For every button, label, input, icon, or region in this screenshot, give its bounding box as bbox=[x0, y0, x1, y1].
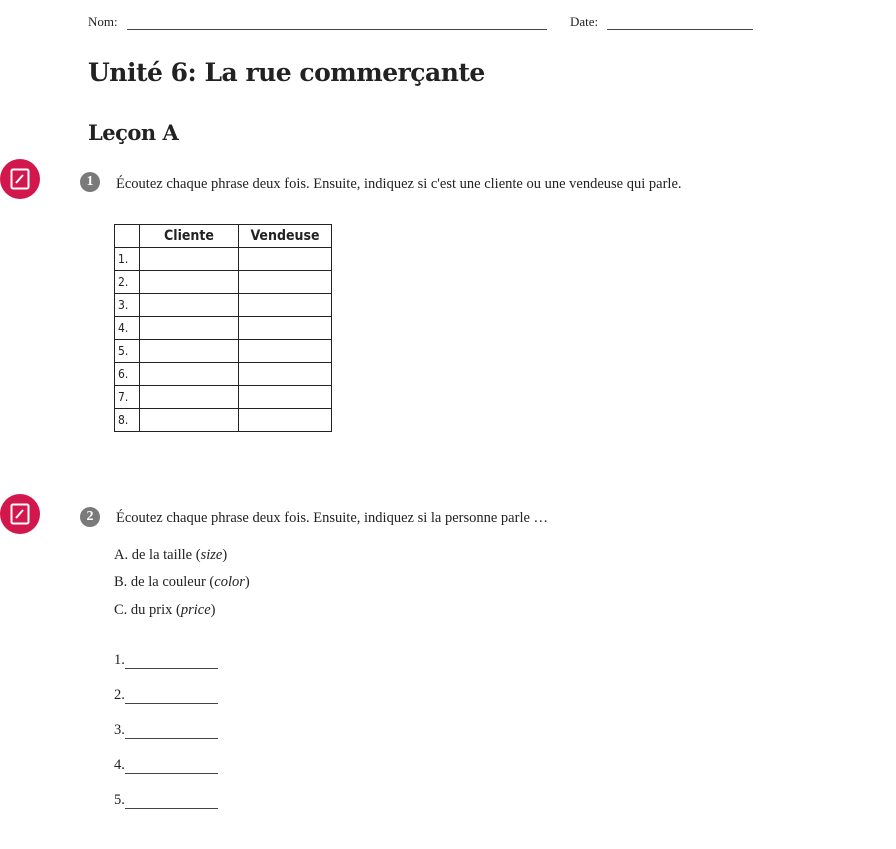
table-row bbox=[115, 363, 332, 386]
option-close: ) bbox=[222, 547, 228, 563]
name-label: Nom: bbox=[88, 14, 118, 29]
table-row bbox=[115, 386, 332, 409]
answer-blank[interactable] bbox=[125, 794, 218, 809]
name-field[interactable] bbox=[88, 14, 547, 30]
option-term: price bbox=[180, 602, 211, 618]
answer-number: 4. bbox=[114, 757, 125, 773]
name-blank[interactable] bbox=[127, 29, 547, 30]
vendeuse-cell[interactable] bbox=[239, 248, 332, 271]
answer-line[interactable] bbox=[114, 722, 218, 739]
answer-line[interactable] bbox=[114, 687, 218, 704]
option-item bbox=[114, 574, 250, 591]
answer-line[interactable] bbox=[114, 652, 218, 669]
table-header-vendeuse: Vendeuse bbox=[239, 225, 332, 248]
vendeuse-cell[interactable] bbox=[239, 340, 332, 363]
row-number: 3. bbox=[115, 294, 140, 317]
vendeuse-cell[interactable] bbox=[239, 317, 332, 340]
tablet-pencil-icon bbox=[0, 159, 40, 199]
option-close: ) bbox=[244, 574, 250, 590]
answer-blank[interactable] bbox=[125, 654, 218, 669]
vendeuse-cell[interactable] bbox=[239, 363, 332, 386]
cliente-cell[interactable] bbox=[140, 386, 239, 409]
vendeuse-cell[interactable] bbox=[239, 294, 332, 317]
row-number: 7. bbox=[115, 386, 140, 409]
answer-blank[interactable] bbox=[125, 759, 218, 774]
cliente-cell[interactable] bbox=[140, 317, 239, 340]
row-number: 6. bbox=[115, 363, 140, 386]
cliente-cell[interactable] bbox=[140, 294, 239, 317]
page-title: Unité 6: La rue commerçante bbox=[88, 58, 485, 87]
answer-blank[interactable] bbox=[125, 724, 218, 739]
option-text: de la couleur ( bbox=[130, 574, 215, 590]
option-term: size bbox=[200, 547, 223, 563]
row-number: 8. bbox=[115, 409, 140, 432]
answer-number: 3. bbox=[114, 722, 125, 738]
exercise2-instruction: Écoutez chaque phrase deux fois. Ensuite, indiquez si la personne parle … bbox=[116, 510, 549, 526]
table-row bbox=[115, 340, 332, 363]
table-header-cliente: Cliente bbox=[140, 225, 239, 248]
option-letter: B. bbox=[114, 574, 128, 590]
date-label: Date: bbox=[570, 14, 599, 29]
table-header-blank bbox=[115, 225, 140, 248]
table-row bbox=[115, 248, 332, 271]
table-row bbox=[115, 317, 332, 340]
option-text: de la taille ( bbox=[131, 547, 201, 563]
option-close: ) bbox=[210, 602, 216, 618]
exercise-number-badge: 1 bbox=[80, 172, 100, 192]
cliente-cell[interactable] bbox=[140, 409, 239, 432]
answer-number: 1. bbox=[114, 652, 125, 668]
option-term: color bbox=[214, 574, 245, 590]
answer-number: 5. bbox=[114, 792, 125, 808]
exercise1-instruction: Écoutez chaque phrase deux fois. Ensuite, indiquez si c'est une cliente ou une vendeuse qui parle. bbox=[116, 176, 682, 192]
row-number: 1. bbox=[115, 248, 140, 271]
date-blank[interactable] bbox=[607, 29, 753, 30]
cliente-cell[interactable] bbox=[140, 248, 239, 271]
option-text: du prix ( bbox=[130, 602, 181, 618]
row-number: 4. bbox=[115, 317, 140, 340]
lesson-heading: Leçon A bbox=[88, 120, 179, 145]
row-number: 5. bbox=[115, 340, 140, 363]
vendeuse-cell[interactable] bbox=[239, 409, 332, 432]
tablet-pencil-icon bbox=[0, 494, 40, 534]
answer-table bbox=[114, 224, 332, 432]
cliente-cell[interactable] bbox=[140, 363, 239, 386]
option-letter: C. bbox=[114, 602, 128, 618]
cliente-cell[interactable] bbox=[140, 340, 239, 363]
date-field[interactable] bbox=[570, 14, 753, 30]
option-item bbox=[114, 547, 227, 564]
cliente-cell[interactable] bbox=[140, 271, 239, 294]
option-letter: A. bbox=[114, 547, 129, 563]
vendeuse-cell[interactable] bbox=[239, 271, 332, 294]
vendeuse-cell[interactable] bbox=[239, 386, 332, 409]
option-item bbox=[114, 602, 216, 619]
exercise-number-badge: 2 bbox=[80, 507, 100, 527]
table-row bbox=[115, 271, 332, 294]
table-row bbox=[115, 294, 332, 317]
row-number: 2. bbox=[115, 271, 140, 294]
answer-line[interactable] bbox=[114, 792, 218, 809]
answer-blank[interactable] bbox=[125, 689, 218, 704]
answer-line[interactable] bbox=[114, 757, 218, 774]
table-row bbox=[115, 409, 332, 432]
answer-number: 2. bbox=[114, 687, 125, 703]
